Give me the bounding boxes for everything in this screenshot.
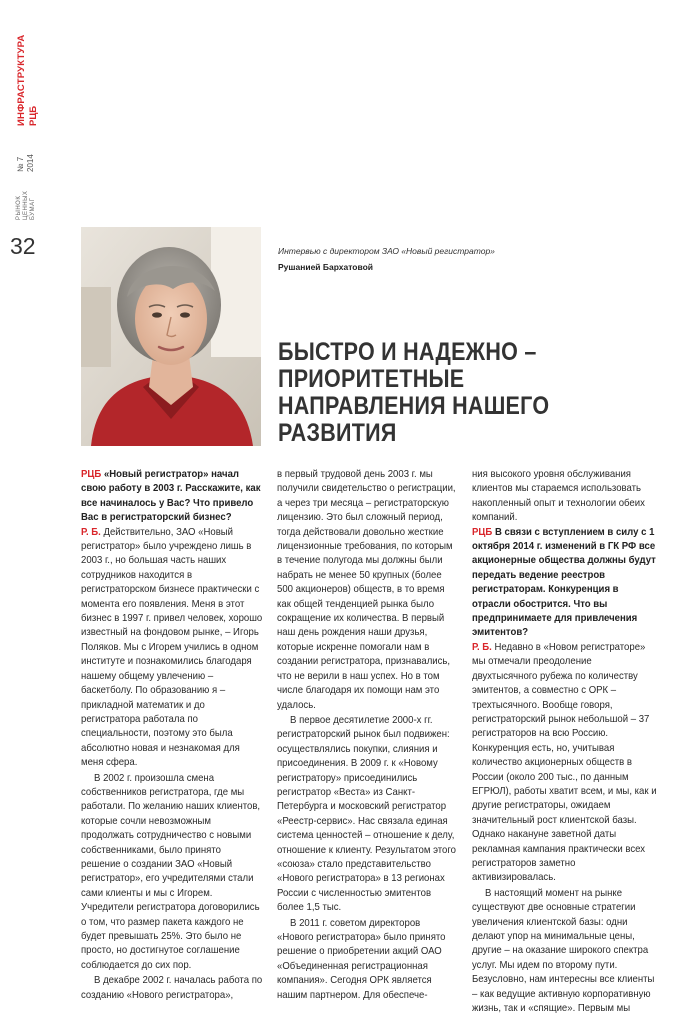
interviewee-name: Рушанией Бархатовой	[278, 262, 374, 272]
headline-line-2: ПРИОРИТЕТНЫЕ	[278, 365, 465, 393]
answer-tag: Р. Б.	[81, 526, 101, 538]
portrait-photo	[81, 227, 261, 446]
text-column-1	[81, 468, 263, 1003]
logo-line-3: БУМАГ	[30, 197, 36, 220]
question-2	[472, 526, 658, 641]
paragraph: в первый трудовой день 2003 г. мы получили свидетельство о регистрации, а через три месяца – регистраторскую лицензию. Это был сложный период, тогда действовали довольно жесткие лицензионные требования, по которым в течение полугода мы должны были набрать не менее 50 крупных (более 500 акционеров) обществ, в то время как общей тенденцией рынка было сокращение их количества. В первый наш день рождения наши друзья, которые искренне помогали нам в создании регистратора, признавались, что не верили в наш успех. Но в том числе благодаря их помощи нам это удалось.	[277, 469, 456, 711]
answer-2	[472, 641, 658, 886]
question-text: «Новый регистратор» начал свою работу в 2003 г. Расскажите, как все начиналось у Вас? Что привело Вас в регистраторский бизнес?	[81, 469, 261, 524]
answer-text: Действительно, ЗАО «Новый регистратор» было учреждено лишь в 2003 г., но большая часть наших сотрудников находится в регистраторском бизнесе практически с момента его появления. Меня в этот бизнес в 1997 г. привел человек, хорошо известный на фондовом рынке, – Игорь Поляков. Мы с Игорем учились в одном институте и познакомились благодаря нашему общему увлечению – баскетболу. По образованию я – прикладной математик и до регистратора работала по специальности, поэтому это была абсолютно новая и незнакомая для меня сфера.	[81, 526, 263, 769]
headline-line-1: БЫСТРО И НАДЕЖНО –	[278, 338, 537, 366]
headline-line-4: РАЗВИТИЯ	[278, 419, 397, 447]
paragraph: В 2011 г. советом директоров «Нового регистратора» было принято решение о приобретении акций ОАО «Объединенная регистрационная компания». Сегодня ОРК является нашим партнером. Для обеспече-	[277, 917, 446, 1001]
intro-subtitle: Интервью с директором ЗАО «Новый регистратор»	[278, 246, 495, 256]
paragraph: В декабре 2002 г. началась работа по созданию «Нового регистратора»,	[81, 975, 263, 1001]
magazine-logo	[14, 182, 48, 222]
issue-year: 2014	[26, 154, 35, 172]
text-column-2	[277, 468, 459, 1003]
issue-number: № 7	[16, 156, 25, 172]
logo-line-2: ЦЕННЫХ	[23, 190, 29, 220]
question-text: В связи с вступлением в силу с 1 октября 2014 г. изменений в ГК РФ все акционерные общества должны будут передать ведение реестров регистраторам. Конкуренция в отрасли обострится. Что вы предпринимаете для привлечения эмитентов?	[472, 526, 656, 639]
page-number: 32	[10, 233, 36, 259]
logo-line-1: РЫНОК	[16, 195, 22, 220]
paragraph: В настоящий момент на рынке существуют две основные стратегии увеличения клиентской базы: одни делают упор на минимальные цены, другие – на оказание широкого спектра услуг. Мы идем по второму пути. Безусловно, нам интересны все клиенты – как ведущие активную корпоративную жизнь, так и «спящие». Первым мы	[472, 887, 655, 1015]
answer-1	[81, 526, 263, 771]
headline-line-3: НАПРАВЛЕНИЯ НАШЕГО	[278, 392, 550, 420]
paragraph: ния высокого уровня обслуживания клиентов мы стараемся использовать накопленный опыт и технологии обеих компаний.	[472, 469, 645, 524]
answer-text: Недавно в «Новом регистраторе» мы отмечали преодоление двухтысячного рубежа по количеству эмитентов, а совместно с ОРК – трехтысячного. Вообще говоря, регистраторский рынок небольшой – 37 регистраторов на всю Россию. Конкуренция есть, но, учитывая количество акционерных обществ в России (около 200 тыс., по данным ЕГРЮЛ), работы хватит всем, и мы, как и другие регистраторы, ожидаем значительный рост клиентской базы. Однако накануне заветной даты рекламная кампания практически всех регистраторов заметно активизировалась.	[472, 641, 657, 884]
section-label: ИНФРАСТРУКТУРА	[16, 34, 27, 126]
paragraph: В первое десятилетие 2000-х гг. регистраторский рынок был подвижен: осуществлялись покупки, слияния и присоединения. В 2009 г. к «Новому регистратору» присоединились регистратор «Веста» из Санкт-Петербурга и московский регистратор «Реестр-сервис». Нас связала единая система ценностей – отношение к делу, отношение к клиенту. Результатом этого «союза» стало представительство «Нового регистратора» в 13 регионах России с численностью эмитентов более 1,5 тыс.	[277, 714, 456, 914]
subsection-label: РЦБ	[28, 105, 39, 126]
question-tag: РЦБ	[472, 526, 493, 538]
paragraph: В 2002 г. произошла смена собственников регистратора, где мы работали. По желанию наших клиентов, которые сочли невозможным продолжать сотрудничество с новыми собственниками, было принято решение о создании ЗАО «Новый регистратор», его учредителями стали сами клиенты и мы с Игорем. Учредители регистратора договорились о том, что размер пакета каждого не будет превышать 25%. Это было не просто, но достигнутое соглашение соблюдается до сих пор.	[81, 772, 261, 971]
text-column-3	[472, 468, 658, 1016]
question-1	[81, 468, 263, 526]
question-tag: РЦБ	[81, 469, 102, 480]
article-headline	[278, 339, 605, 447]
answer-tag: Р. Б.	[472, 641, 492, 653]
